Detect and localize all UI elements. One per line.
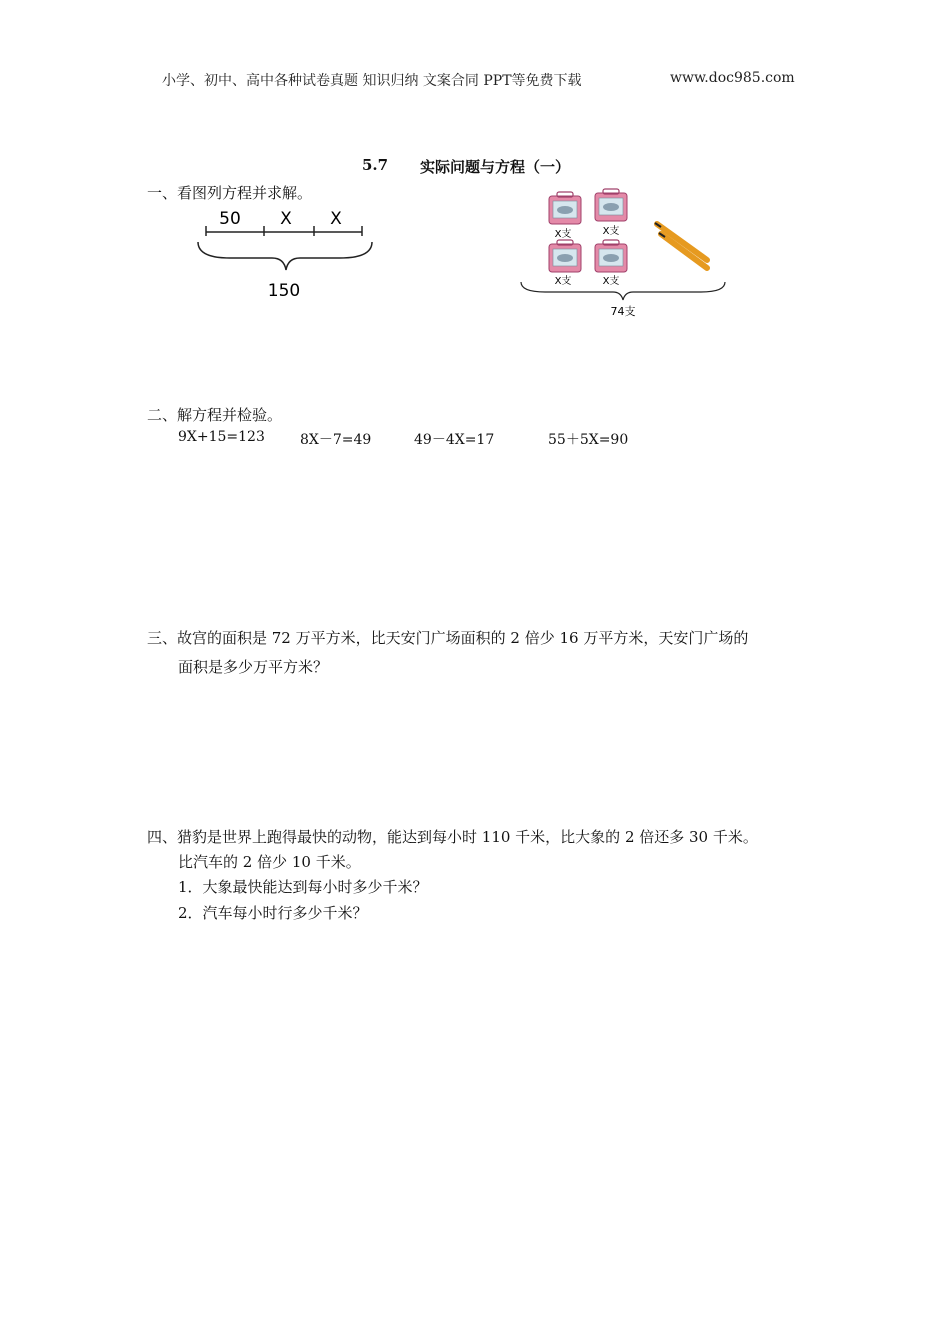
box-label: X支	[554, 229, 572, 240]
pencil-box-diagram	[515, 188, 735, 323]
q4-line1: 四、猎豹是世界上跑得最快的动物，能达到每小时 110 千米，比大象的 2 倍还多 30 千米。	[147, 828, 758, 846]
pencil-box-image	[549, 192, 581, 224]
q4-subquestion-2: 2．汽车每小时行多少千米？	[178, 904, 368, 922]
q4-line2: 比汽车的 2 倍少 10 千米。	[178, 853, 361, 871]
brace-shape	[198, 242, 372, 270]
equation-3: 49－4X=17	[414, 432, 495, 448]
q3-line2: 面积是多少万平方米？	[178, 658, 329, 676]
pencil-box-image	[549, 240, 581, 272]
total-label-74: 74支	[610, 305, 636, 318]
pencil-box-image	[595, 189, 627, 221]
q2-prompt: 二、解方程并检验。	[147, 406, 283, 424]
q1-prompt: 一、看图列方程并求解。	[147, 184, 313, 202]
segment-brace-diagram	[190, 200, 380, 310]
brace-shape	[521, 282, 725, 300]
segment-label-50: 50	[219, 209, 241, 229]
header-url: www.doc985.com	[670, 70, 795, 86]
total-label-150: 150	[267, 281, 301, 301]
equation-2: 8X－7=49	[300, 432, 372, 448]
header-text: 小学、初中、高中各种试卷真题 知识归纳 文案合同 PPT等免费下载	[162, 73, 582, 89]
equation-4: 55＋5X=90	[548, 432, 629, 448]
pencil-box-image	[595, 240, 627, 272]
page-title: 实际问题与方程（一）	[420, 158, 571, 176]
box-label: X支	[602, 276, 620, 287]
box-label: X支	[554, 276, 572, 287]
box-label: X支	[602, 226, 620, 237]
equation-1: 9X+15=123	[178, 429, 265, 445]
section-number: 5.7	[362, 156, 389, 174]
q4-subquestion-1: 1．大象最快能达到每小时多少千米？	[178, 878, 428, 896]
segment-label-x1: X	[280, 209, 292, 229]
q3-line1: 三、故宫的面积是 72 万平方米，比天安门广场面积的 2 倍少 16 万平方米，天安门广场的	[147, 629, 749, 647]
pencils-image	[655, 223, 707, 268]
segment-label-x2: X	[330, 209, 342, 229]
